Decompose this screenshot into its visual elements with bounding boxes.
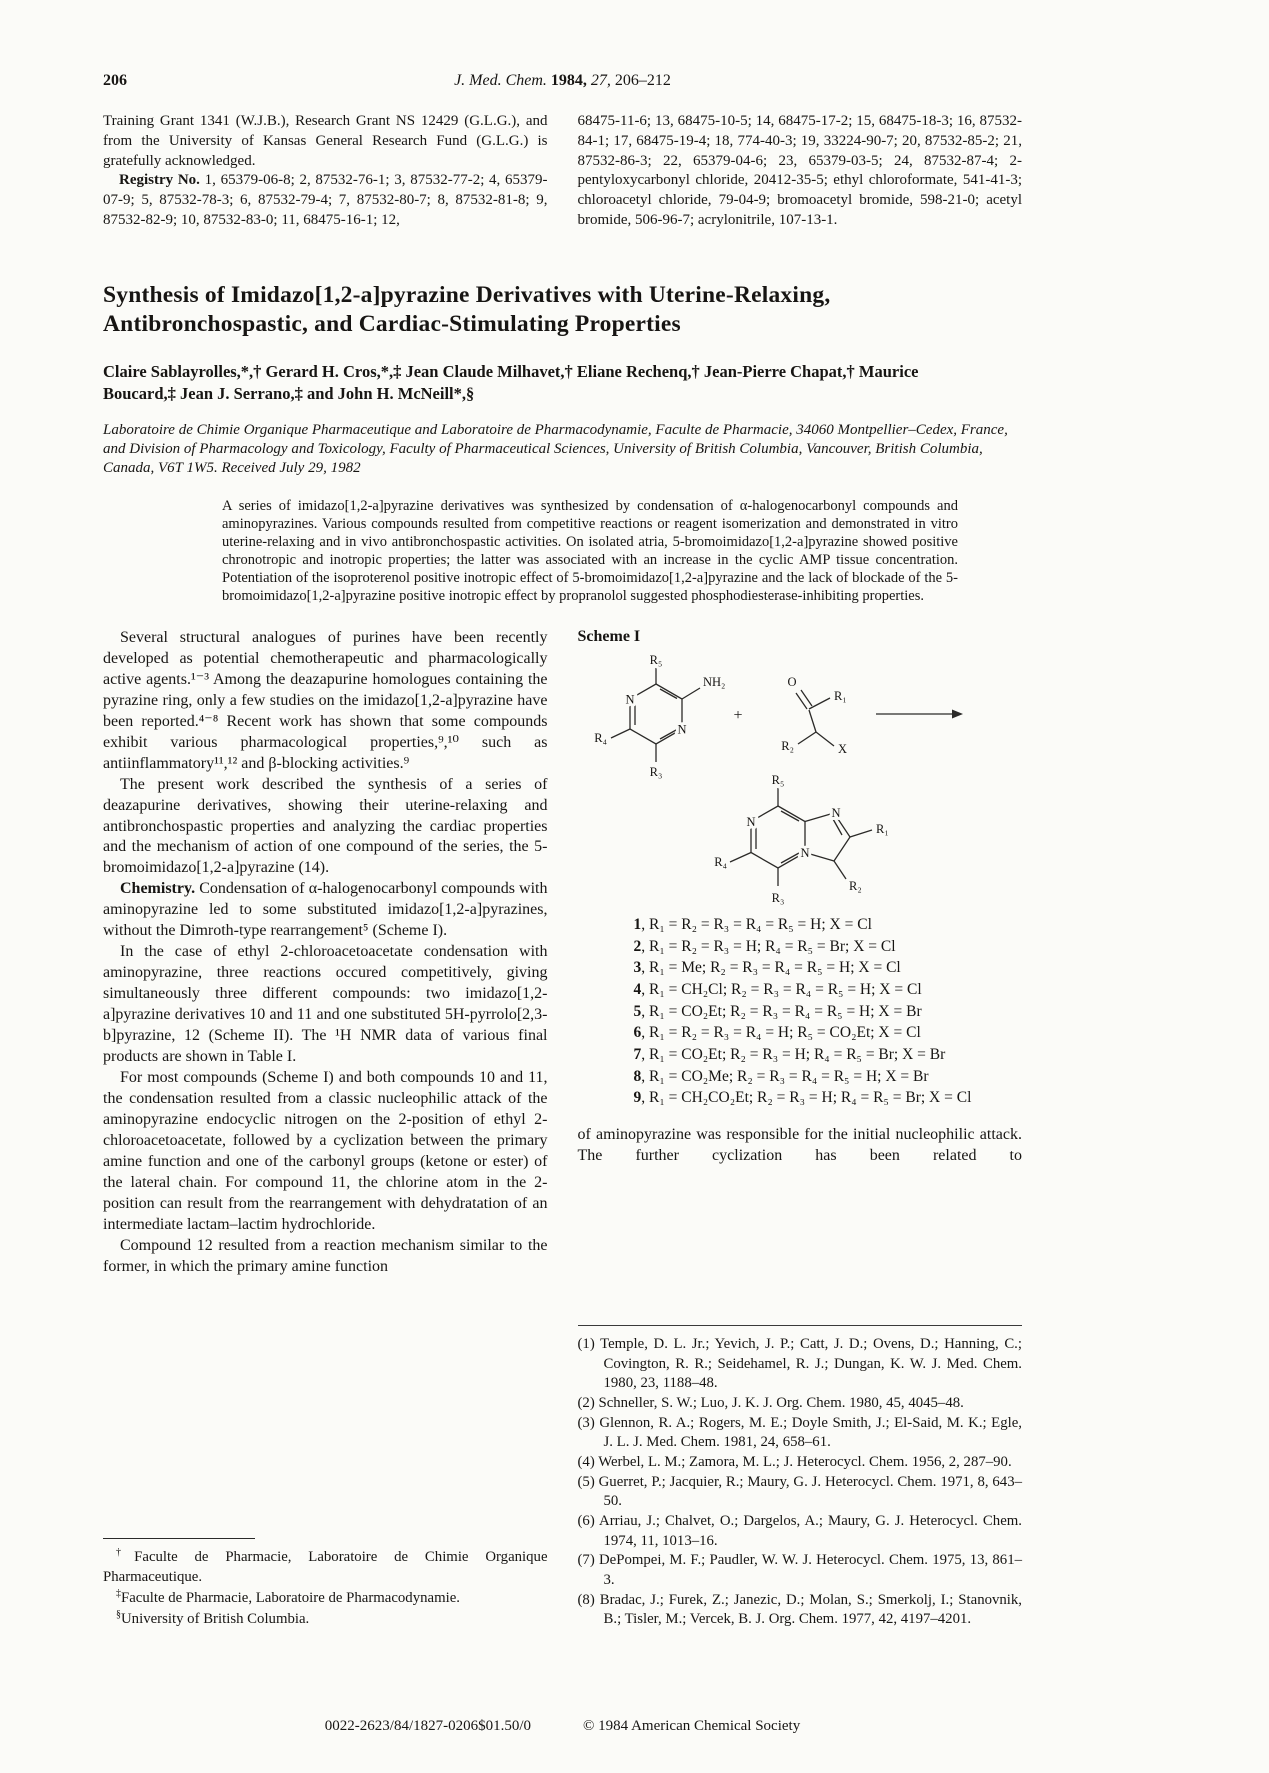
acknowledgment-paragraph: Training Grant 1341 (W.J.B.), Research Grant NS 12429 (G.L.G.), and from the University of Kansas General Research Fund (G.L.G.) is gratefully acknowledged. bbox=[103, 113, 548, 169]
atom-label-n: N bbox=[745, 814, 756, 829]
compound-line bbox=[634, 936, 1023, 958]
paragraph-text: The present work described the synthesis of a series of deazapurine derivatives, showing their uterine-relaxing and antibronchospastic properties and analyzing the cardiac properties and the mechanism of action of one compound of the series, the 5-bromoimidazo[1,2-a]pyrazine (14). bbox=[103, 775, 548, 877]
abstract-text: A series of imidazo[1,2-a]pyrazine derivatives was synthesized by condensation of α-halogenocarbonyl compounds and aminopyrazines. Various compounds resulted from competitive reactions or reagent isomerization and demonstrated in vitro uterine-relaxing and in vivo antibronchospastic activities. On isolated atria, 5-bromoimidazo[1,2-a]pyrazine showed positive chronotropic and inotropic properties; the latter was associated with an increase in the cyclic AMP tissue concentration. Potentiation of the isoproterenol positive inotropic effect of 5-bromoimidazo[1,2-a]pyrazine and the lack of blockade of the 5-bromoimidazo[1,2-a]pyrazine positive inotropic effect by propranolol suggested phosphodiesterase-inhibiting properties. bbox=[222, 498, 958, 604]
atom-label-n: N bbox=[624, 692, 635, 707]
page-content bbox=[103, 72, 1022, 1630]
body-paragraph bbox=[103, 775, 548, 880]
footnote-text: Faculte de Pharmacie, Laboratoire de Chimie Organique Pharmaceutique. bbox=[103, 1548, 548, 1585]
continuation-paragraph: of aminopyrazine was responsible for the initial nucleophilic attack. The further cyclization has been related to bbox=[577, 1126, 1022, 1165]
compound-number: 2 bbox=[633, 937, 642, 955]
compound-line bbox=[634, 1022, 1023, 1044]
footnote-mark: § bbox=[116, 1609, 121, 1621]
reference-item bbox=[578, 1335, 1023, 1394]
plus-sign: + bbox=[732, 706, 743, 724]
reference-item bbox=[578, 1453, 1023, 1473]
substituent-label-r3: R₃ bbox=[771, 890, 784, 905]
compound-substituents: , R₁ = R₂ = R₃ = H; R₄ = R₅ = Br; X = Cl bbox=[641, 937, 896, 955]
footer-issn-code: 0022-2623/84/1827-0206$01.50/0 bbox=[324, 1718, 532, 1734]
compound-line bbox=[634, 1087, 1023, 1109]
journal-pages: 206–212 bbox=[614, 72, 671, 89]
affiliation-text: Laboratoire de Chimie Organique Pharmaceutique and Laboratoire de Pharmacodynamie, Faculte de Pharmacie, 34060 Montpellier–Cedex, France, and Division of Pharmacology and Toxicology, Faculty of Pharmaceutical Sciences, University of British Columbia, Vancouver, British Columbia, Canada, V6T 1W5. bbox=[103, 421, 1008, 476]
reference-item bbox=[578, 1551, 1023, 1590]
reference-text: DePompei, M. F.; Paudler, W. W. J. Heterocycl. Chem. 1975, 13, 861–3. bbox=[598, 1552, 1022, 1588]
reference-number: (3) bbox=[577, 1414, 595, 1431]
compound-number: 7 bbox=[633, 1046, 642, 1064]
footnote-rule bbox=[103, 1538, 255, 1539]
reference-number: (6) bbox=[577, 1512, 595, 1529]
front-matter bbox=[103, 112, 1022, 231]
compound-line bbox=[634, 1001, 1023, 1023]
substituent-label-r1: R₁ bbox=[833, 688, 847, 703]
journal-year: 1984, bbox=[550, 72, 587, 89]
compound-line bbox=[634, 1044, 1023, 1066]
body-paragraph bbox=[103, 1068, 548, 1236]
registry-paragraph-left bbox=[103, 171, 548, 230]
body-paragraph bbox=[103, 628, 548, 775]
reference-text: Schneller, S. W.; Luo, J. K. J. Org. Chem. 1980, 45, 4045–48. bbox=[598, 1394, 964, 1411]
compound-number: 3 bbox=[633, 959, 642, 977]
atom-label-o: O bbox=[786, 674, 797, 689]
compound-substituents: , R₁ = CO₂Me; R₂ = R₃ = R₄ = R₅ = H; X = Br bbox=[641, 1067, 929, 1085]
footnote-mark: † bbox=[116, 1547, 135, 1559]
atom-label-n: N bbox=[676, 722, 687, 737]
journal-name: J. Med. Chem. bbox=[454, 72, 547, 89]
body-paragraph bbox=[103, 879, 548, 942]
footnote-list bbox=[103, 1546, 548, 1630]
article-title: Synthesis of Imidazo[1,2-a]pyrazine Derivatives with Uterine-Relaxing, Antibronchospastic, and Cardiac-Stimulating Properties bbox=[103, 281, 831, 337]
registry-label: Registry No. bbox=[119, 172, 200, 189]
atom-label-n: N bbox=[799, 845, 810, 860]
reference-number: (1) bbox=[577, 1335, 595, 1352]
reference-text: Werbel, L. M.; Zamora, M. L.; J. Heterocycl. Chem. 1956, 2, 287–90. bbox=[598, 1453, 1012, 1470]
compound-substituents: , R₁ = Me; R₂ = R₃ = R₄ = R₅ = H; X = Cl bbox=[641, 959, 901, 977]
reference-number: (5) bbox=[577, 1473, 595, 1490]
reference-number: (7) bbox=[577, 1552, 595, 1569]
substituent-label-r2: R₂ bbox=[780, 738, 794, 753]
journal-citation-line bbox=[103, 72, 1022, 90]
reference-text: Glennon, R. A.; Rogers, M. E.; Doyle Smith, J.; El-Said, M. K.; Egle, J. L. J. Med. Chem. 1981, 24, 658–61. bbox=[599, 1414, 1022, 1451]
body-columns bbox=[103, 628, 1022, 1630]
affiliation-line bbox=[103, 421, 1022, 479]
footnotes bbox=[103, 1538, 548, 1630]
compound-substituents: , R₁ = CO₂Et; R₂ = R₃ = R₄ = R₅ = H; X = Br bbox=[641, 1002, 922, 1020]
scheme-label: Scheme I bbox=[577, 627, 641, 645]
compound-line bbox=[634, 979, 1023, 1001]
footnote-item bbox=[103, 1608, 548, 1629]
paragraph-text: Several structural analogues of purines have been recently developed as potential chemotherapeutic and pharmacologically active agents.¹⁻³ Among the deazapurine homologues containing the pyrazine ring, only a few studies on the imidazo[1,2-a]pyrazine have been reported.⁴⁻⁸ Recent work has shown that some compounds exhibit various pharmacological properties,⁹,¹⁰ such as antiinflammatory¹¹,¹² and β-blocking activities.⁹ bbox=[103, 628, 548, 772]
running-head bbox=[103, 72, 1022, 96]
compound-number: 9 bbox=[633, 1089, 642, 1107]
registry-paragraph-right: 68475-11-6; 13, 68475-10-5; 14, 68475-17-2; 15, 68475-18-3; 16, 87532-84-1; 17, 68475-19-4; 18, 774-40-3; 19, 33224-90-7; 20, 87532-85-2; 21, 87532-86-3; 22, 65379-04-6; 23, 65379-03-5; 24, 87532-87-4; 2-pentyloxycarbonyl chloride, 20412-35-5; ethyl chloroformate, 541-41-3; chloroacetyl chloride, 79-04-9; bromoacetyl bromide, 598-21-0; acetyl bromide, 506-96-7; acrylonitrile, 107-13-1. bbox=[577, 113, 1022, 228]
footnote-text: Faculte de Pharmacie, Laboratoire de Pharmacodynamie. bbox=[121, 1589, 460, 1606]
body-paragraph bbox=[103, 1236, 548, 1278]
compound-list bbox=[578, 914, 1023, 1109]
journal-volume: 27, bbox=[590, 72, 611, 89]
page-number: 206 bbox=[103, 72, 127, 89]
body-left-column bbox=[103, 628, 548, 1630]
paragraph-text: Compound 12 resulted from a reaction mechanism similar to the former, in which the primary amine function bbox=[103, 1236, 548, 1275]
reference-item bbox=[578, 1473, 1023, 1512]
reference-number: (8) bbox=[577, 1591, 595, 1608]
body-right-column bbox=[578, 628, 1023, 1630]
footnote-item bbox=[103, 1587, 548, 1608]
reference-number: (2) bbox=[577, 1394, 595, 1411]
registry-entries-left: 1, 65379-06-8; 2, 87532-76-1; 3, 87532-77-2; 4, 65379-07-9; 5, 87532-78-3; 6, 87532-79-4; 7, 87532-80-7; 8, 87532-81-8; 9, 87532-82-9; 10, 87532-83-0; 11, 68475-16-1; 12, bbox=[103, 172, 548, 228]
atom-label-x: X bbox=[837, 741, 847, 756]
left-paragraphs bbox=[103, 628, 548, 1278]
scheme-reaction-diagram bbox=[578, 652, 1022, 910]
compound-line bbox=[634, 957, 1023, 979]
atom-label-n: N bbox=[830, 805, 841, 820]
compound-line bbox=[634, 914, 1023, 936]
reference-item bbox=[578, 1512, 1023, 1551]
substituent-label-r5: R₅ bbox=[649, 652, 662, 667]
substituent-label-r1: R₁ bbox=[875, 821, 889, 836]
substituent-label-nh2: NH₂ bbox=[702, 674, 725, 689]
footer-copyright: © 1984 American Chemical Society bbox=[583, 1718, 801, 1734]
paragraph-text: Condensation of α-halogenocarbonyl compounds with aminopyrazine led to some substituted imidazo[1,2-a]pyrazines, without the Dimroth-type rearrangement⁵ (Scheme I). bbox=[103, 880, 548, 940]
compound-number: 5 bbox=[633, 1002, 642, 1020]
compound-number: 1 bbox=[633, 915, 642, 933]
reference-text: Bradac, J.; Furek, Z.; Janezic, D.; Molan, S.; Smerkolj, I.; Stanovnik, B.; Tisler, M.; Vercek, B. J. Org. Chem. 1977, 42, 4197–4201. bbox=[599, 1591, 1023, 1628]
substituent-label-r5: R₅ bbox=[771, 772, 784, 787]
compound-line bbox=[634, 1066, 1023, 1088]
reference-number: (4) bbox=[577, 1453, 595, 1470]
reference-text: Guerret, P.; Jacquier, R.; Maury, G. J. Heterocycl. Chem. 1971, 8, 643–50. bbox=[598, 1473, 1023, 1510]
compound-substituents: , R₁ = CH₂Cl; R₂ = R₃ = R₄ = R₅ = H; X = Cl bbox=[641, 981, 922, 998]
compound-substituents: , R₁ = R₂ = R₃ = R₄ = R₅ = H; X = Cl bbox=[641, 915, 872, 933]
reference-list bbox=[578, 1325, 1023, 1630]
compound-number: 6 bbox=[633, 1024, 642, 1042]
compound-number: 8 bbox=[633, 1067, 642, 1085]
footnote-mark: ‡ bbox=[116, 1588, 121, 1600]
reference-item bbox=[578, 1394, 1023, 1414]
front-matter-left-column bbox=[103, 112, 548, 231]
substituent-label-r4: R₄ bbox=[593, 730, 607, 745]
page-footer bbox=[103, 1718, 1022, 1735]
paragraph-text: In the case of ethyl 2-chloroacetoacetate condensation with aminopyrazine, three reactions occured competitively, giving simultaneously three different compounds: two imidazo[1,2-a]pyrazine derivatives 10 and 11 and one substituted 5H-pyrrolo[2,3-b]pyrazine, 12 (Scheme II). The ¹H NMR data of various final products are shown in Table I. bbox=[103, 943, 548, 1065]
footnote-text: University of British Columbia. bbox=[121, 1611, 310, 1628]
reference-item bbox=[578, 1591, 1023, 1630]
substituent-label-r3: R₃ bbox=[649, 764, 662, 779]
body-paragraph bbox=[103, 942, 548, 1068]
paragraph-lead: Chemistry. bbox=[120, 880, 196, 898]
compound-number: 4 bbox=[633, 981, 642, 998]
received-date: Received July 29, 1982 bbox=[217, 459, 361, 476]
substituent-label-r4: R₄ bbox=[713, 854, 727, 869]
front-matter-right-column bbox=[578, 112, 1023, 231]
authors-line: Claire Sablayrolles,*,† Gerard H. Cros,*,‡ Jean Claude Milhavet,† Eliane Rechenq,† Jean-Pierre Chapat,† Maurice Boucard,‡ Jean J. Serrano,‡ and John H. McNeill*,§ bbox=[103, 362, 919, 404]
paragraph-text: For most compounds (Scheme I) and both compounds 10 and 11, the condensation resulted from a classic nucleophilic attack of the aminopyrazine endocyclic nitrogen on the 2-position of ethyl 2-chloroacetoacetate, followed by a cyclization between the primary amine function and one of the carbonyl groups (ketone or ester) of the lateral chain. For compound 11, the chlorine atom in the 2-position can result from the rearrangement with dehydratation of an intermediate lactam–lactim hydrochloride. bbox=[103, 1068, 548, 1233]
compound-substituents: , R₁ = CH₂CO₂Et; R₂ = R₃ = H; R₄ = R₅ = Br; X = Cl bbox=[641, 1089, 972, 1107]
footnote-item bbox=[103, 1546, 548, 1587]
reference-text: Temple, D. L. Jr.; Yevich, J. P.; Catt, J. D.; Ovens, D.; Hanning, C.; Covington, R. R.; Seidehamel, R. J.; Dungan, K. W. J. Med. Chem. 1980, 23, 1188–48. bbox=[600, 1335, 1022, 1392]
arrowhead-icon bbox=[952, 709, 963, 718]
reference-item bbox=[578, 1414, 1023, 1453]
reference-text: Arriau, J.; Chalvet, O.; Dargelos, A.; Maury, G. J. Heterocycl. Chem. 1974, 11, 1013–16. bbox=[599, 1512, 1022, 1549]
substituent-label-r2: R₂ bbox=[848, 878, 862, 893]
compound-substituents: , R₁ = R₂ = R₃ = R₄ = H; R₅ = CO₂Et; X = Cl bbox=[641, 1024, 921, 1042]
compound-substituents: , R₁ = CO₂Et; R₂ = R₃ = H; R₄ = R₅ = Br; X = Br bbox=[641, 1046, 946, 1064]
